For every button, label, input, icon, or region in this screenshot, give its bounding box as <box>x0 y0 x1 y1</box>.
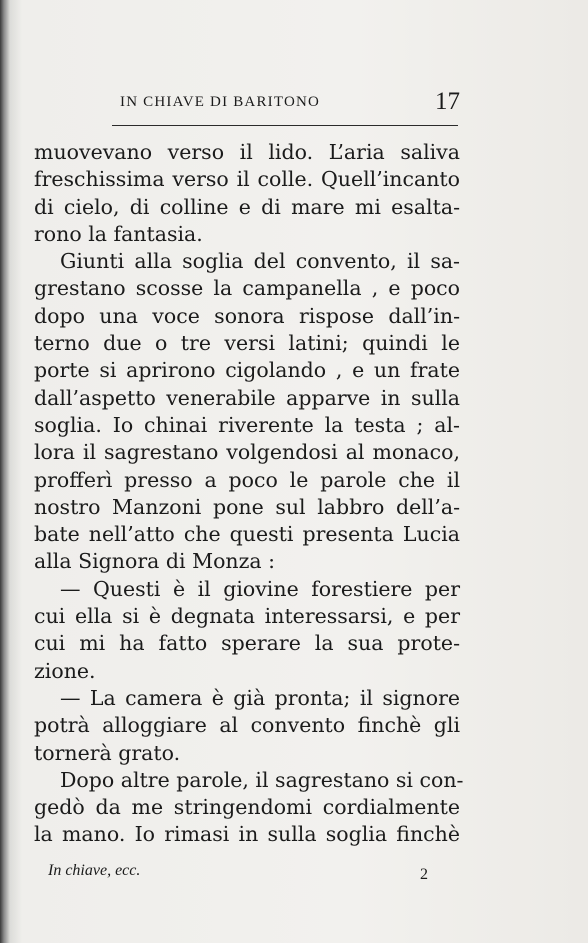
signature-mark: In chiave, ecc. <box>48 862 141 879</box>
text-line: lora il sagrestano volgendosi al monaco, <box>34 440 460 465</box>
text-line: di cielo, di colline e di mare mi esalta- <box>34 194 460 219</box>
text-line: Dopo altre parole, il sagrestano si con- <box>60 767 464 792</box>
text-line: nostro Manzoni pone sul labbro dell’a- <box>34 494 460 519</box>
text-line: bate nell’atto che questi presenta Lucia <box>34 522 460 547</box>
text-line: gedò da me stringendomi cordialmente <box>34 795 460 820</box>
text-line: — La camera è già pronta; il signore <box>60 685 460 710</box>
body-text <box>34 139 464 849</box>
text-line: porte si aprirono cigolando , e un frate <box>34 358 460 383</box>
page-footer <box>48 862 428 890</box>
text-line: grestano scosse la campanella , e poco <box>34 276 460 301</box>
page-header <box>112 90 462 120</box>
text-line: profferì presso a poco le parole che il <box>34 467 460 492</box>
page-number: 17 <box>435 88 460 115</box>
text-line: rono la fantasia. <box>34 221 203 246</box>
text-line: potrà alloggiare al convento finchè gli <box>34 713 460 738</box>
text-line: — Questi è il giovine forestiere per <box>60 576 460 601</box>
text-line: cui mi ha fatto sperare la sua prote- <box>34 631 460 656</box>
text-line: dall’aspetto venerabile apparve in sulla <box>34 385 460 410</box>
text-line: soglia. Io chinai riverente la testa ; al- <box>34 412 460 437</box>
text-line: tornerà grato. <box>34 740 181 765</box>
sheet-number: 2 <box>420 866 428 883</box>
text-line: Giunti alla soglia del convento, il sa- <box>60 249 460 274</box>
text-line: muovevano verso il lido. L’aria saliva <box>34 140 460 164</box>
text-line: cui ella si è degnata interessarsi, e per <box>34 604 460 629</box>
text-line: zione. <box>34 658 96 683</box>
text-line: terno due o tre versi latini; quindi le <box>34 331 460 356</box>
running-title: IN CHIAVE DI BARITONO <box>120 94 321 110</box>
text-line: la mano. Io rimasi in sulla soglia finchè <box>34 822 460 847</box>
header-rule <box>112 125 458 126</box>
text-line: alla Signora di Monza : <box>34 549 276 574</box>
text-line: dopo una voce sonora rispose dall’in- <box>34 303 460 328</box>
text-line: freschissima verso il colle. Quell’incanto <box>34 167 460 192</box>
